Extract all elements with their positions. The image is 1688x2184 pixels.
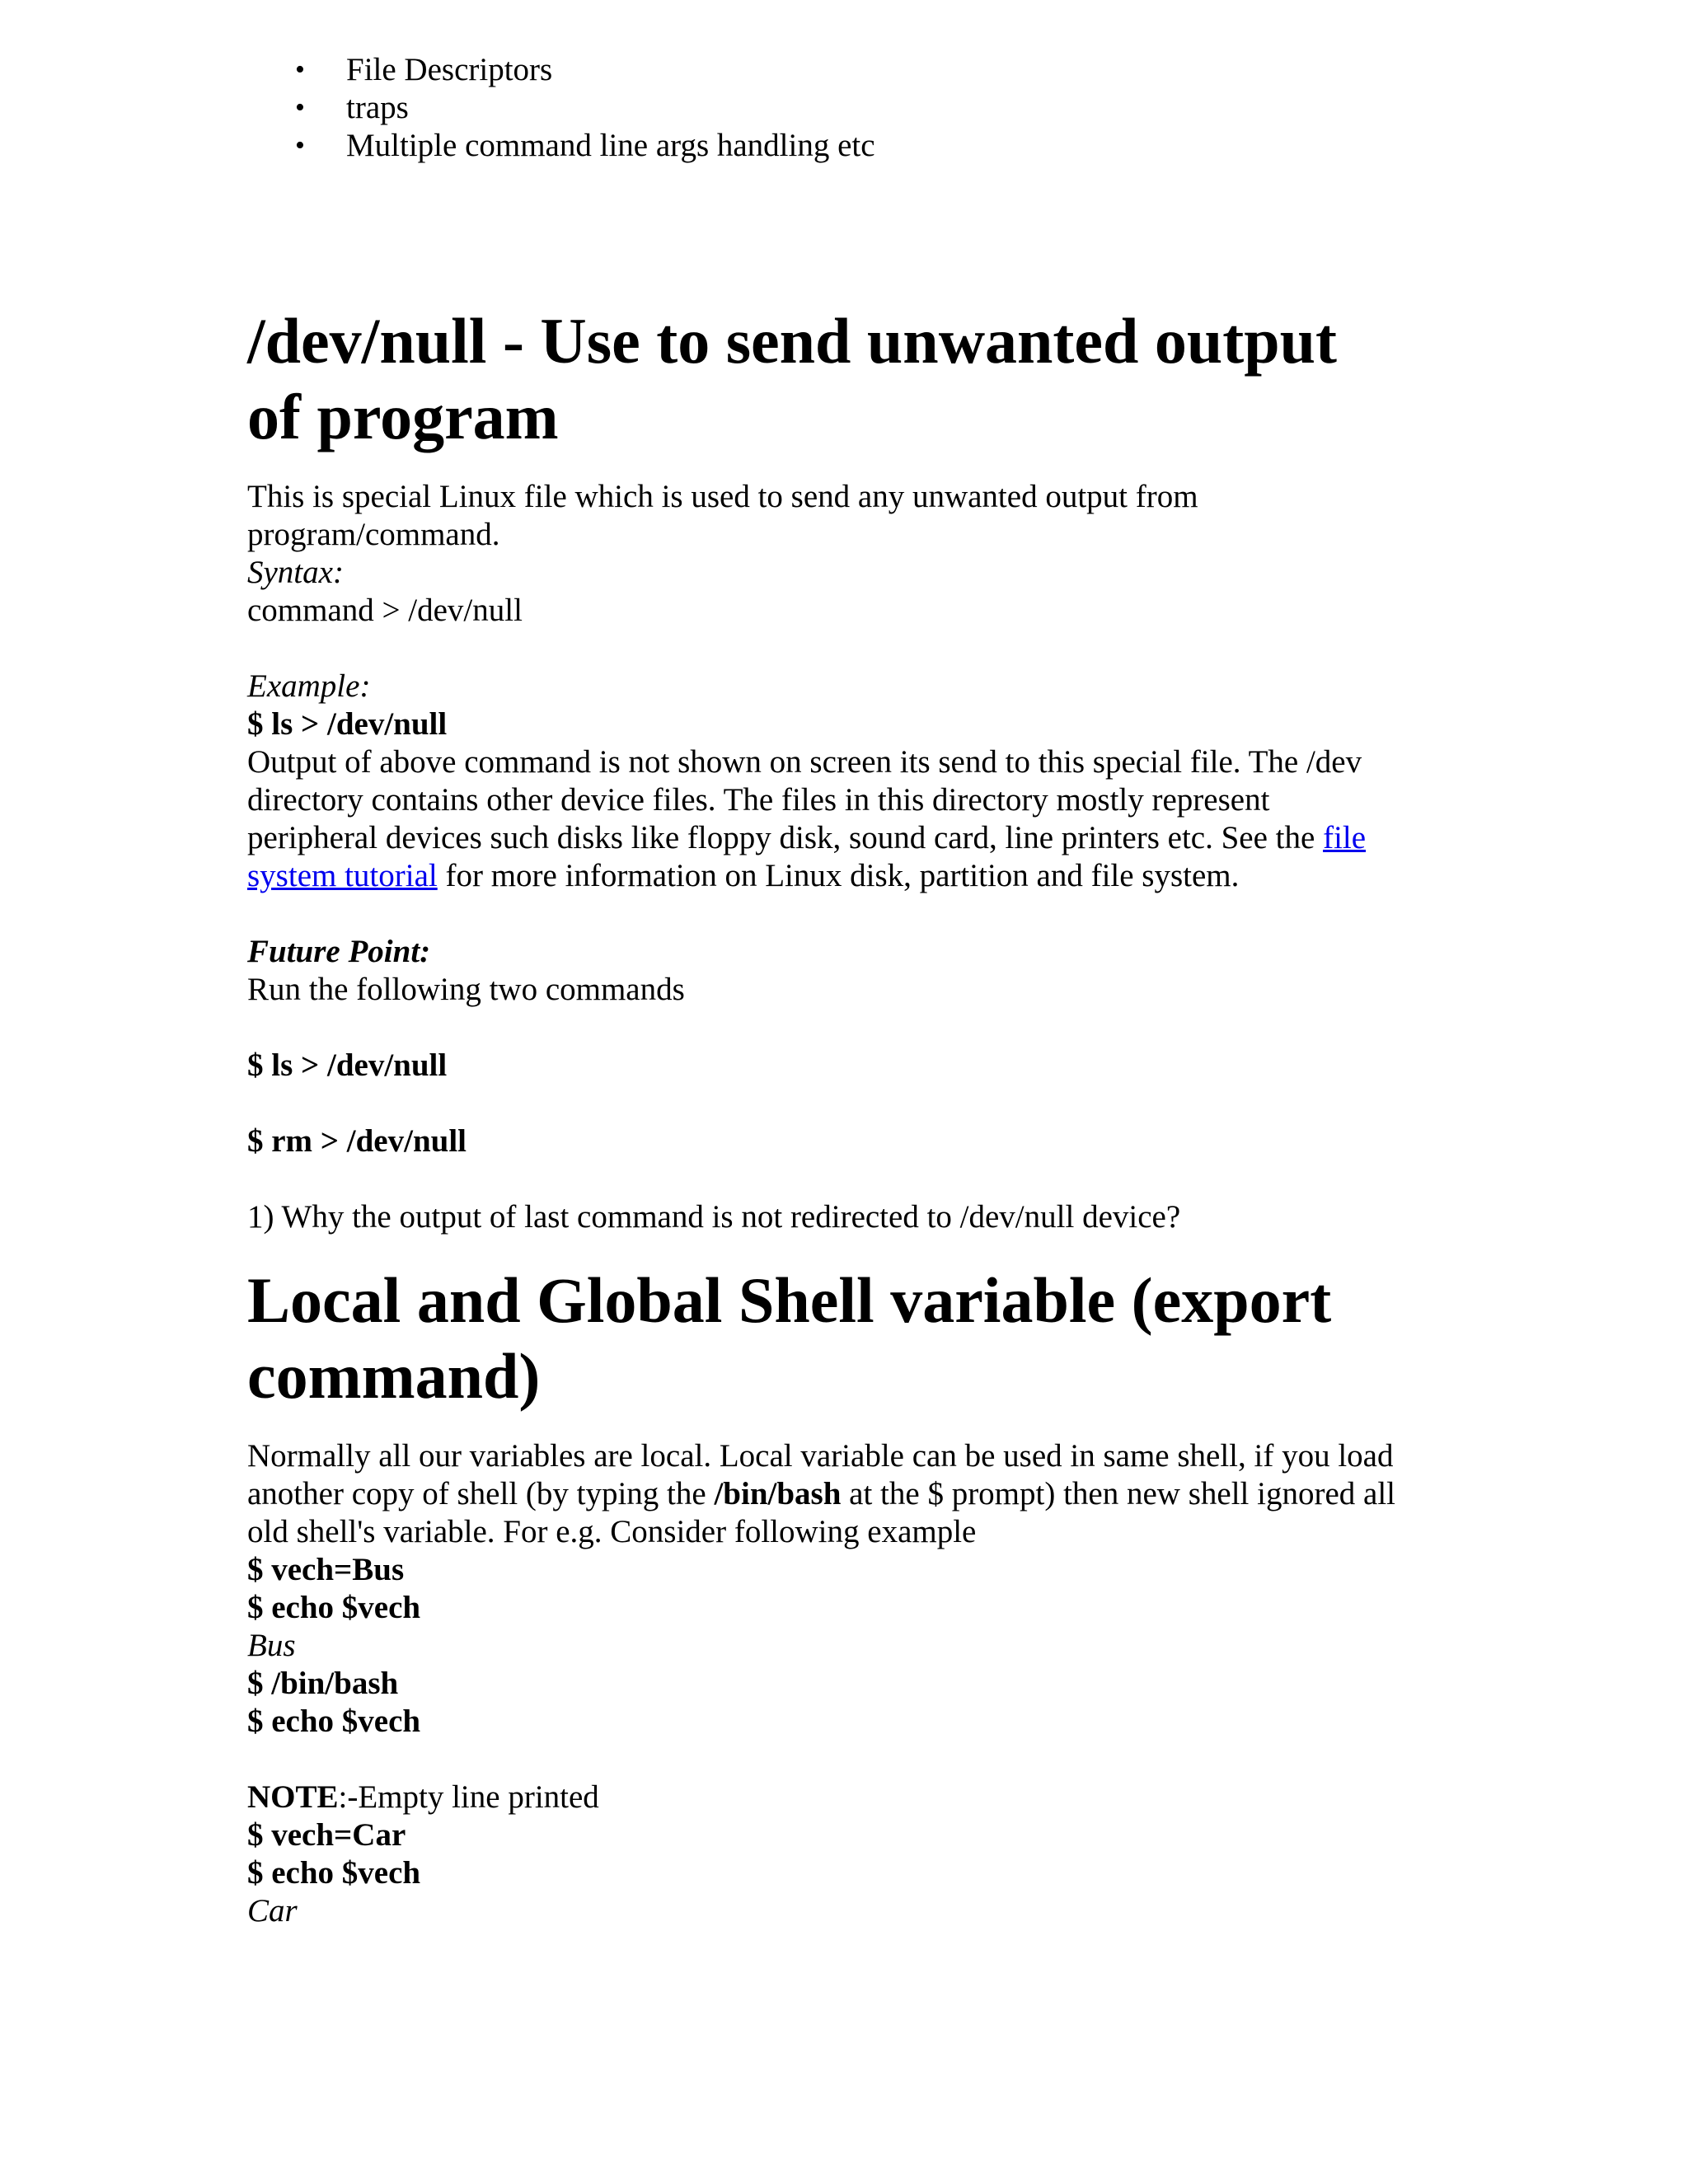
bullet-text: File Descriptors [346,52,553,87]
output-line: Car [247,1893,298,1929]
command-rm: $ rm > /dev/null [247,1123,467,1159]
paragraph-text: peripheral devices such disks like floppy disk, sound card, line printers etc. See the [247,820,1324,855]
bullet-item [247,127,1442,165]
example-label: Example: [247,668,371,704]
file-system-tutorial-link[interactable]: file [1323,820,1367,855]
heading-line: of program [247,381,559,452]
code-line: $ echo $vech [247,1704,421,1739]
code-line: $ echo $vech [247,1855,421,1891]
note-text: :-Empty line printed [338,1779,599,1815]
bullet-item [247,89,1442,127]
bullet-dot-icon: • [295,54,305,85]
paragraph-text: at the $ prompt) then new shell ignored all [841,1476,1395,1511]
paragraph-line: Output of above command is not shown on screen its send to this special file. The /dev [247,744,1362,780]
future-point-text: Run the following two commands [247,972,685,1007]
bullet-text: Multiple command line args handling etc [346,128,875,163]
paragraph-text: another copy of shell (by typing the [247,1476,715,1511]
paragraph-line: old shell's variable. For e.g. Consider following example [247,1514,977,1549]
note-line [247,1779,1442,1816]
document-content [247,51,1442,1930]
bullet-text: traps [346,90,409,125]
section-heading-devnull [247,303,1442,455]
paragraph-line: Normally all our variables are local. Local variable can be used in same shell, if you load [247,1438,1394,1474]
bullet-item [247,51,1442,89]
syntax-command: command > /dev/null [247,593,523,628]
file-system-tutorial-link[interactable]: system tutorial [247,858,438,893]
paragraph-line: directory contains other device files. The files in this directory mostly represent [247,782,1270,818]
intro-line: This is special Linux file which is used to send any unwanted output from [247,479,1198,514]
bullet-dot-icon: • [295,92,305,123]
example-command: $ ls > /dev/null [247,706,448,742]
paragraph-line [247,1475,1442,1513]
paragraph-text: for more information on Linux disk, partition and file system. [437,858,1240,893]
code-line: $ echo $vech [247,1590,421,1625]
command-ls: $ ls > /dev/null [247,1047,448,1083]
topic-bullet-list [247,51,1442,165]
code-line: $ /bin/bash [247,1666,399,1701]
heading-line: /dev/null - Use to send unwanted output [247,305,1337,377]
future-point-label: Future Point: [247,934,431,969]
bullet-dot-icon: • [295,130,305,161]
heading-line: command) [247,1340,541,1412]
bin-bash-inline: /bin/bash [714,1476,842,1511]
output-line: Bus [247,1628,296,1663]
paragraph-line [247,819,1442,857]
code-line: $ vech=Bus [247,1552,405,1587]
heading-line: Local and Global Shell variable (export [247,1264,1332,1336]
section-heading-shell-variable [247,1263,1442,1414]
note-label: NOTE [247,1779,339,1815]
intro-line: program/command. [247,517,500,552]
question-text: 1) Why the output of last command is not redirected to /dev/null device? [247,1199,1181,1235]
code-line: $ vech=Car [247,1817,406,1853]
paragraph-line [247,857,1442,895]
syntax-label: Syntax: [247,555,344,590]
